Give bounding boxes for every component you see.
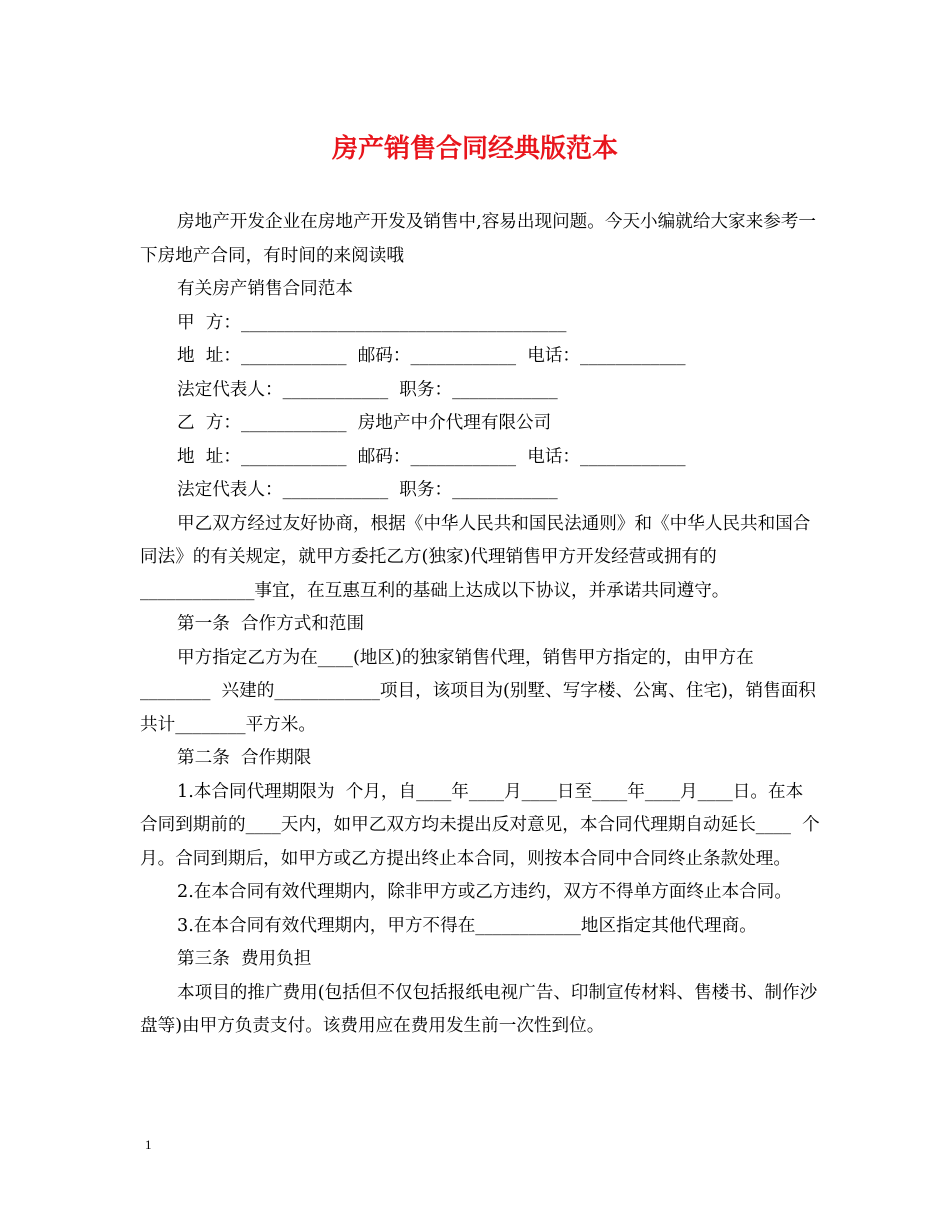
party-b-address-line: 地 址：____________ 邮码：____________ 电话：____________ [177,446,686,467]
paragraph-intro: 房地产开发企业在房地产开发及销售中,容易出现问题。今天小编就给大家来参考一下房地产合同，有时间的来阅读哦 [140,212,816,266]
article-1-body: 甲方指定乙方为在____(地区)的独家销售代理，销售甲方指定的，由甲方在________ 兴建的____________项目，该项目为(别墅、写字楼、公寓、住宅)，销售面积共计________平方米。 [140,647,816,735]
article-2-clause-2: 2.在本合同有效代理期内，除非甲方或乙方违约，双方不得单方面终止本合同。 [177,882,792,902]
page-number: 1 [145,1137,152,1152]
document-body [140,206,820,1044]
party-a-address-line: 地 址：____________ 邮码：____________ 电话：____________ [177,346,686,366]
article-3-body: 本项目的推广费用(包括但不仅包括报纸电视广告、印制宣传材料、售楼书、制作沙盘等)由甲方负责支付。该费用应在费用发生前一次性到位。 [140,982,818,1036]
party-a-line: 甲 方：_____________________________________ [177,312,567,333]
paragraph-heading: 有关房产销售合同范本 [177,279,353,299]
party-a-representative-line: 法定代表人：____________ 职务：____________ [177,379,558,400]
party-b-representative-line: 法定代表人：____________ 职务：____________ [177,480,558,500]
article-2-clause-1: 1.本合同代理期限为 个月，自____年____月____日至____年____月____日。在本合同到期前的____天内，如甲乙双方均未提出反对意见，本合同代理期自动延长____ 个月。合同到期后，如甲方或乙方提出终止本合同，则按本合同中合同终止条款处理。 [140,781,820,869]
article-3-heading: 第三条 费用负担 [177,949,312,969]
article-1-heading: 第一条 合作方式和范围 [177,614,365,634]
paragraph-agreement: 甲乙双方经过友好协商，根据《中华人民共和国民法通则》和《中华人民共和国合同法》的有关规定，就甲方委托乙方(独家)代理销售甲方开发经营或拥有的_____________事宜，在互惠互利的基础上达成以下协议，并承诺共同遵守。 [140,513,811,601]
article-2-clause-3: 3.在本合同有效代理期内，甲方不得在____________地区指定其他代理商。 [177,915,757,936]
party-b-line: 乙 方：____________ 房地产中介代理有限公司 [177,413,552,433]
article-2-heading: 第二条 合作期限 [177,748,312,768]
document-title: 房产销售合同经典版范本 [331,134,618,164]
